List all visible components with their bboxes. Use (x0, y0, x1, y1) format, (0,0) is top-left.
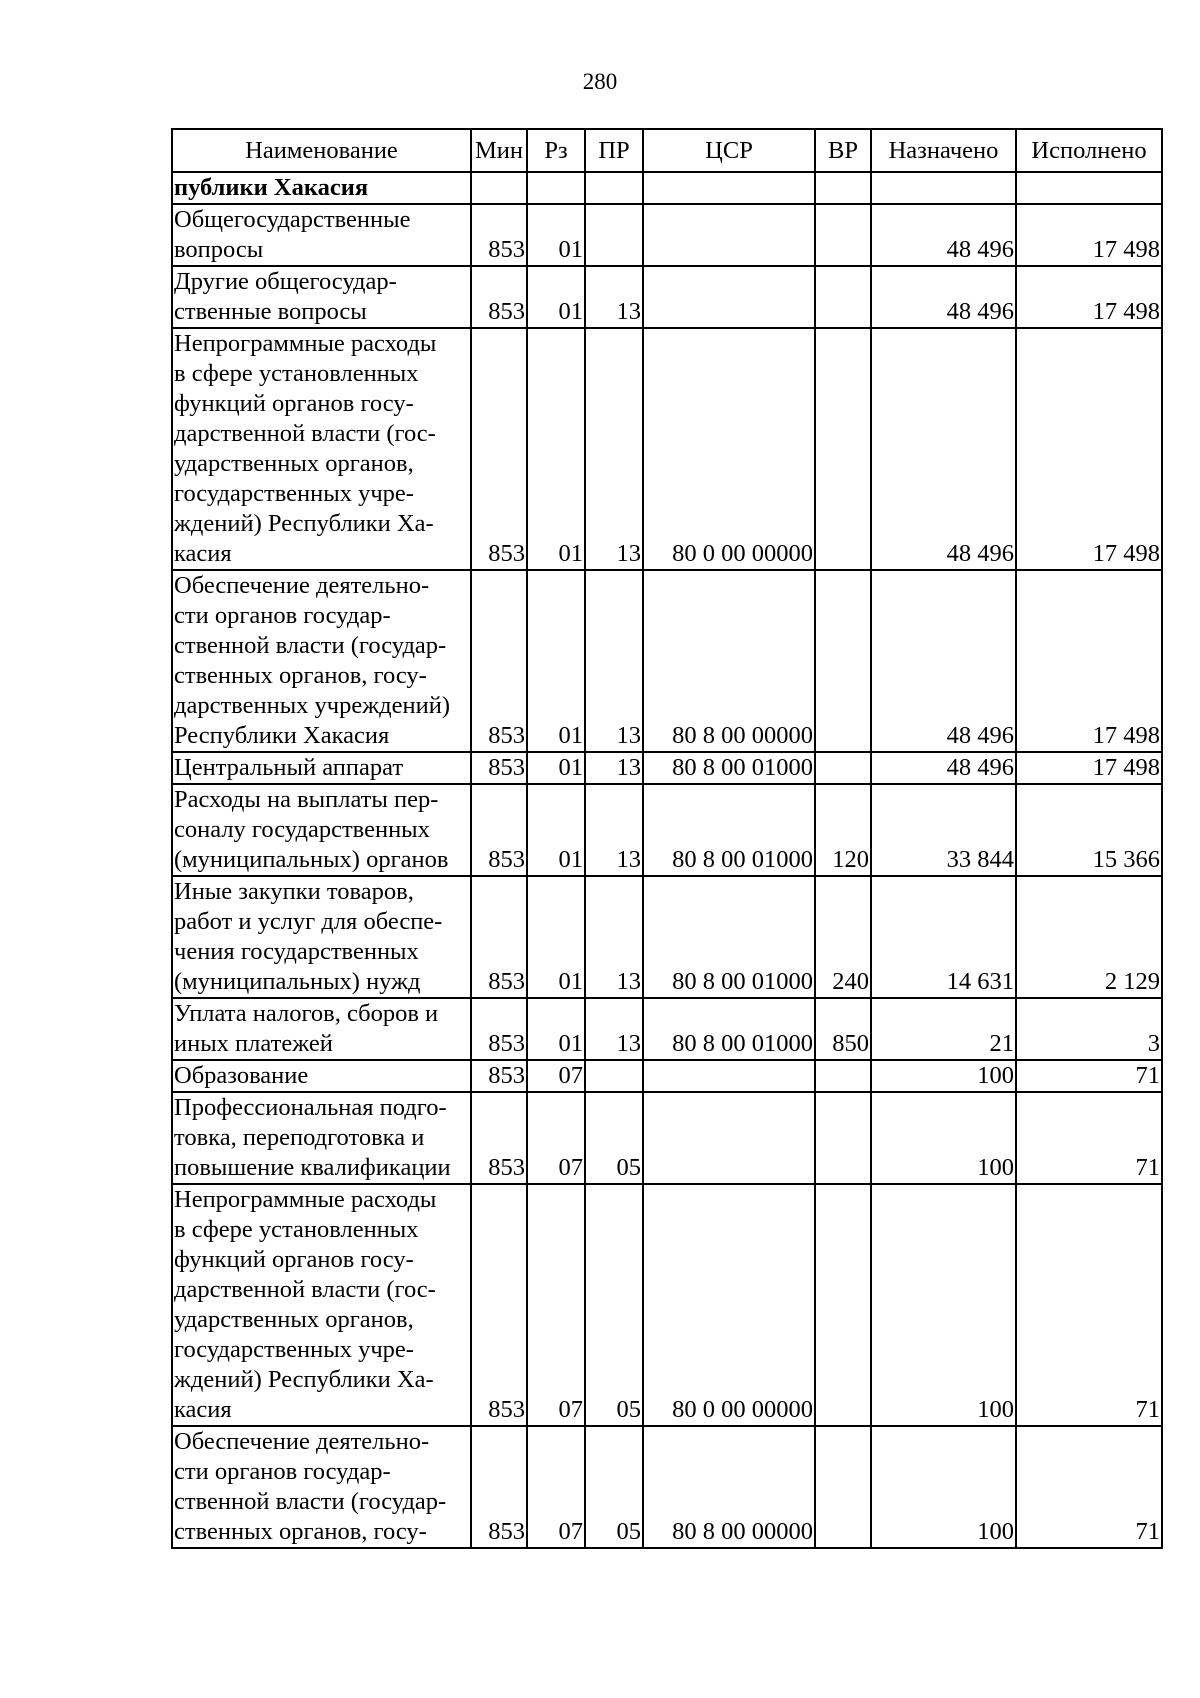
table-row (172, 1426, 1162, 1548)
name-line: Профессиональная подго- (174, 1094, 447, 1121)
name-line: публики Хакасия (174, 174, 369, 201)
header-executed: Исполнено (1016, 129, 1162, 172)
min-cell: 853 (471, 204, 527, 266)
name-cell (172, 570, 471, 752)
name-line: в сфере установленных (174, 1216, 419, 1243)
min-cell: 853 (471, 1184, 527, 1426)
name-line: Непрограммные расходы (174, 330, 437, 357)
csr-cell (643, 204, 815, 266)
name-cell (172, 266, 471, 328)
name-line: функций органов госу- (174, 390, 414, 417)
executed-cell: 2 129 (1016, 876, 1162, 998)
name-line: ственных органов, госу- (174, 1518, 427, 1545)
name-line: Образование (174, 1062, 309, 1089)
csr-cell (643, 266, 815, 328)
min-cell: 853 (471, 1060, 527, 1092)
table-row (172, 328, 1162, 570)
vr-cell (815, 752, 871, 784)
page-number: 280 (582, 69, 618, 94)
name-line: (муниципальных) органов (174, 846, 449, 873)
pr-cell: 13 (585, 998, 643, 1060)
csr-cell: 80 8 00 01000 (643, 998, 815, 1060)
pr-cell (585, 1060, 643, 1092)
executed-cell: 71 (1016, 1060, 1162, 1092)
csr-cell: 80 8 00 01000 (643, 784, 815, 876)
name-line: иных платежей (174, 1030, 333, 1057)
executed-cell (1016, 172, 1162, 204)
executed-cell: 71 (1016, 1092, 1162, 1184)
vr-cell (815, 204, 871, 266)
name-line: Республики Хакасия (174, 722, 390, 749)
name-line: касия (174, 1396, 232, 1423)
min-cell: 853 (471, 876, 527, 998)
vr-cell: 120 (815, 784, 871, 876)
name-line: дарственной власти (гос- (174, 420, 436, 447)
csr-cell: 80 0 00 00000 (643, 1184, 815, 1426)
pr-cell: 13 (585, 752, 643, 784)
assigned-cell: 48 496 (871, 328, 1016, 570)
name-cell (172, 1426, 471, 1548)
assigned-cell (871, 172, 1016, 204)
name-line: ственных органов, госу- (174, 662, 427, 689)
pr-cell: 13 (585, 328, 643, 570)
name-line: Общегосударственные (174, 206, 411, 233)
name-line: ственной власти (государ- (174, 1488, 447, 1515)
name-cell (172, 784, 471, 876)
rz-cell: 07 (527, 1092, 585, 1184)
min-cell: 853 (471, 784, 527, 876)
name-line: ственные вопросы (174, 298, 367, 325)
min-cell: 853 (471, 998, 527, 1060)
assigned-cell: 48 496 (871, 752, 1016, 784)
name-line: сти органов государ- (174, 1458, 391, 1485)
pr-cell: 05 (585, 1092, 643, 1184)
min-cell: 853 (471, 328, 527, 570)
rz-cell: 01 (527, 204, 585, 266)
csr-cell: 80 8 00 01000 (643, 752, 815, 784)
table-row (172, 752, 1162, 784)
name-line: (муниципальных) нужд (174, 968, 421, 995)
name-line: ударственных органов, (174, 1306, 414, 1333)
name-line: товка, переподготовка и (174, 1124, 425, 1151)
name-line: Непрограммные расходы (174, 1186, 437, 1213)
name-line: соналу государственных (174, 816, 430, 843)
header-csr: ЦСР (643, 129, 815, 172)
name-line: Расходы на выплаты пер- (174, 786, 439, 813)
assigned-cell: 100 (871, 1060, 1016, 1092)
assigned-cell: 48 496 (871, 570, 1016, 752)
rz-cell: 07 (527, 1184, 585, 1426)
name-cell (172, 1060, 471, 1092)
executed-cell: 17 498 (1016, 204, 1162, 266)
table-row (172, 204, 1162, 266)
min-cell: 853 (471, 266, 527, 328)
table-row (172, 784, 1162, 876)
vr-cell (815, 1092, 871, 1184)
name-line: Обеспечение деятельно- (174, 572, 430, 599)
name-cell (172, 998, 471, 1060)
rz-cell: 01 (527, 876, 585, 998)
name-line: Обеспечение деятельно- (174, 1428, 430, 1455)
executed-cell: 17 498 (1016, 752, 1162, 784)
executed-cell: 15 366 (1016, 784, 1162, 876)
assigned-cell: 48 496 (871, 204, 1016, 266)
name-cell (172, 876, 471, 998)
min-cell: 853 (471, 570, 527, 752)
executed-cell: 17 498 (1016, 570, 1162, 752)
name-line: сти органов государ- (174, 602, 391, 629)
name-line: чения государственных (174, 938, 419, 965)
header-assigned: Назначено (871, 129, 1016, 172)
vr-cell (815, 172, 871, 204)
executed-cell: 3 (1016, 998, 1162, 1060)
vr-cell (815, 1426, 871, 1548)
csr-cell (643, 1060, 815, 1092)
name-line: Другие общегосудар- (174, 268, 397, 295)
vr-cell (815, 266, 871, 328)
rz-cell: 01 (527, 570, 585, 752)
pr-cell: 13 (585, 570, 643, 752)
pr-cell (585, 204, 643, 266)
name-line: работ и услуг для обеспе- (174, 908, 443, 935)
name-cell (172, 328, 471, 570)
rz-cell: 01 (527, 328, 585, 570)
name-line: Уплата налогов, сборов и (174, 1000, 439, 1027)
pr-cell: 13 (585, 876, 643, 998)
assigned-cell: 14 631 (871, 876, 1016, 998)
header-rz: Рз (527, 129, 585, 172)
name-line: функций органов госу- (174, 1246, 414, 1273)
assigned-cell: 100 (871, 1426, 1016, 1548)
table-row (172, 1060, 1162, 1092)
csr-cell (643, 172, 815, 204)
header-name: Наименование (172, 129, 471, 172)
rz-cell: 01 (527, 752, 585, 784)
assigned-cell: 21 (871, 998, 1016, 1060)
name-line: вопросы (174, 236, 264, 263)
table-row (172, 1184, 1162, 1426)
min-cell: 853 (471, 1092, 527, 1184)
budget-table (171, 128, 1163, 1549)
vr-cell (815, 1184, 871, 1426)
executed-cell: 17 498 (1016, 328, 1162, 570)
rz-cell: 07 (527, 1426, 585, 1548)
min-cell: 853 (471, 1426, 527, 1548)
table-body (172, 172, 1162, 1548)
csr-cell: 80 8 00 01000 (643, 876, 815, 998)
table-row (172, 1092, 1162, 1184)
vr-cell (815, 570, 871, 752)
name-line: повышение квалификации (174, 1154, 451, 1181)
executed-cell: 71 (1016, 1184, 1162, 1426)
name-cell (172, 1092, 471, 1184)
assigned-cell: 33 844 (871, 784, 1016, 876)
name-line: ждений) Республики Ха- (174, 510, 434, 537)
csr-cell: 80 8 00 00000 (643, 1426, 815, 1548)
table-row (172, 570, 1162, 752)
name-line: ждений) Республики Ха- (174, 1366, 434, 1393)
name-line: дарственных учреждений) (174, 692, 450, 719)
rz-cell: 07 (527, 1060, 585, 1092)
name-cell (172, 204, 471, 266)
name-line: касия (174, 540, 232, 567)
rz-cell: 01 (527, 998, 585, 1060)
header-vr: ВР (815, 129, 871, 172)
table-row (172, 998, 1162, 1060)
table-row (172, 172, 1162, 204)
pr-cell: 13 (585, 784, 643, 876)
name-line: государственных учре- (174, 1336, 414, 1363)
name-line: ственной власти (государ- (174, 632, 447, 659)
name-cell (172, 172, 471, 204)
csr-cell: 80 0 00 00000 (643, 328, 815, 570)
min-cell (471, 172, 527, 204)
csr-cell (643, 1092, 815, 1184)
executed-cell: 71 (1016, 1426, 1162, 1548)
rz-cell: 01 (527, 266, 585, 328)
name-line: Иные закупки товаров, (174, 878, 414, 905)
name-cell (172, 1184, 471, 1426)
pr-cell: 13 (585, 266, 643, 328)
table-row (172, 266, 1162, 328)
assigned-cell: 48 496 (871, 266, 1016, 328)
vr-cell (815, 1060, 871, 1092)
assigned-cell: 100 (871, 1184, 1016, 1426)
name-line: государственных учре- (174, 480, 414, 507)
name-cell (172, 752, 471, 784)
vr-cell (815, 328, 871, 570)
header-min: Мин (471, 129, 527, 172)
table-header-row (172, 129, 1162, 172)
name-line: дарственной власти (гос- (174, 1276, 436, 1303)
pr-cell: 05 (585, 1426, 643, 1548)
rz-cell (527, 172, 585, 204)
vr-cell: 850 (815, 998, 871, 1060)
table-row (172, 876, 1162, 998)
pr-cell (585, 172, 643, 204)
vr-cell: 240 (815, 876, 871, 998)
header-pr: ПР (585, 129, 643, 172)
pr-cell: 05 (585, 1184, 643, 1426)
name-line: в сфере установленных (174, 360, 419, 387)
name-line: ударственных органов, (174, 450, 414, 477)
csr-cell: 80 8 00 00000 (643, 570, 815, 752)
min-cell: 853 (471, 752, 527, 784)
rz-cell: 01 (527, 784, 585, 876)
assigned-cell: 100 (871, 1092, 1016, 1184)
name-line: Центральный аппарат (174, 754, 404, 781)
executed-cell: 17 498 (1016, 266, 1162, 328)
